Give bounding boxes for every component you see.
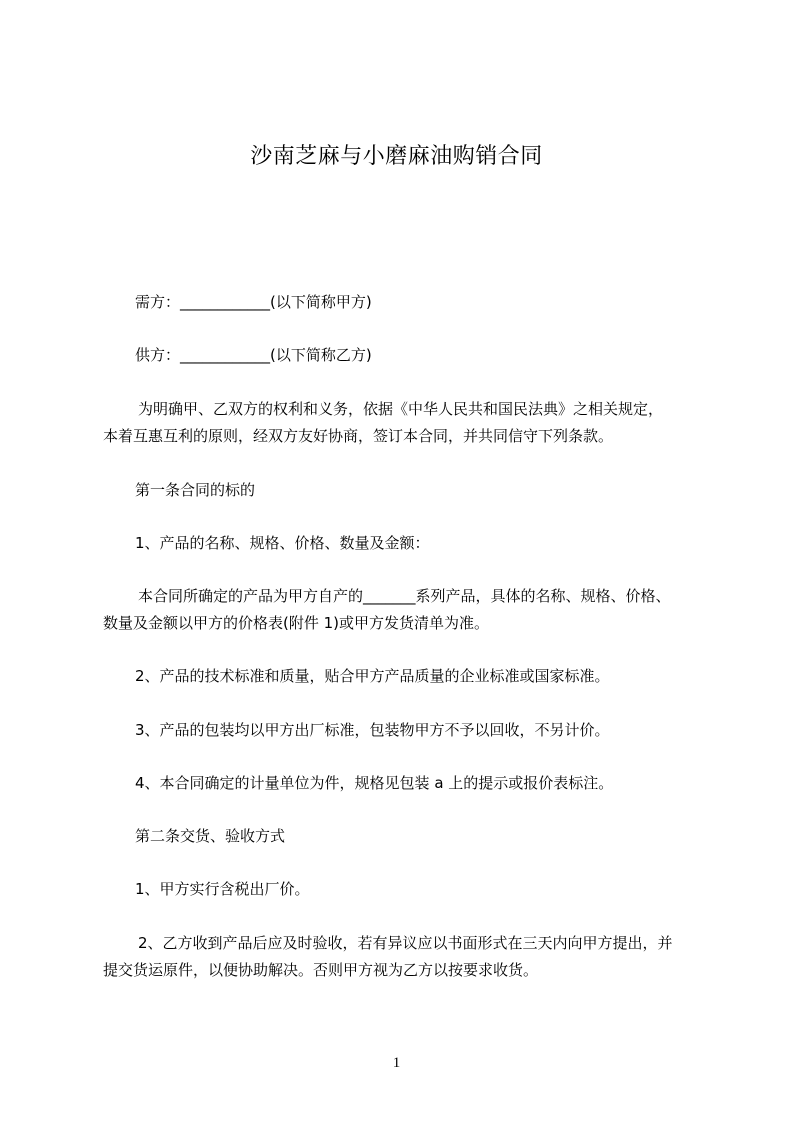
clause-2-2-line-1: 2、乙方收到产品后应及时验收，若有异议应以书面形式在三天内向甲方提出，并 [138,934,673,952]
preamble-line-1: 为明确甲、乙双方的权利和义务，依据《中华人民共和国民法典》之相关规定， [138,400,664,418]
clause-1-1-detail-line-1: 本合同所确定的产品为甲方自产的_______系列产品，具体的名称、规格、价格、 [138,587,671,605]
article-2-heading: 第二条交货、验收方式 [135,827,286,845]
page-number: 1 [392,1055,401,1071]
clause-1-3: 3、产品的包装均以甲方出厂标准，包装物甲方不予以回收，不另计价。 [135,721,610,739]
clause-1-1: 1、产品的名称、规格、价格、数量及金额： [135,534,430,552]
clause-2-2-line-2: 提交货运原件，以便协助解决。否则甲方视为乙方以按要求收货。 [103,961,539,979]
document-title: 沙南芝麻与小磨麻油购销合同 [250,144,543,169]
clause-2-1: 1、甲方实行含税出厂价。 [135,880,310,898]
preamble-line-2: 本着互惠互利的原则，经双方友好协商，签订本合同，并共同信守下列条款。 [103,427,614,445]
clause-1-4: 4、本合同确定的计量单位为件，规格见包装 a 上的提示或报价表标注。 [135,774,614,792]
article-1-heading: 第一条合同的标的 [135,481,256,499]
clause-1-1-detail-line-2: 数量及金额以甲方的价格表(附件 1)或甲方发货清单为准。 [103,614,490,632]
clause-1-2: 2、产品的技术标准和质量，贴合甲方产品质量的企业标准或国家标准。 [135,667,610,685]
supplier-line: 供方：____________(以下简称乙方) [135,346,372,364]
buyer-line: 需方：____________(以下简称甲方) [135,293,372,311]
